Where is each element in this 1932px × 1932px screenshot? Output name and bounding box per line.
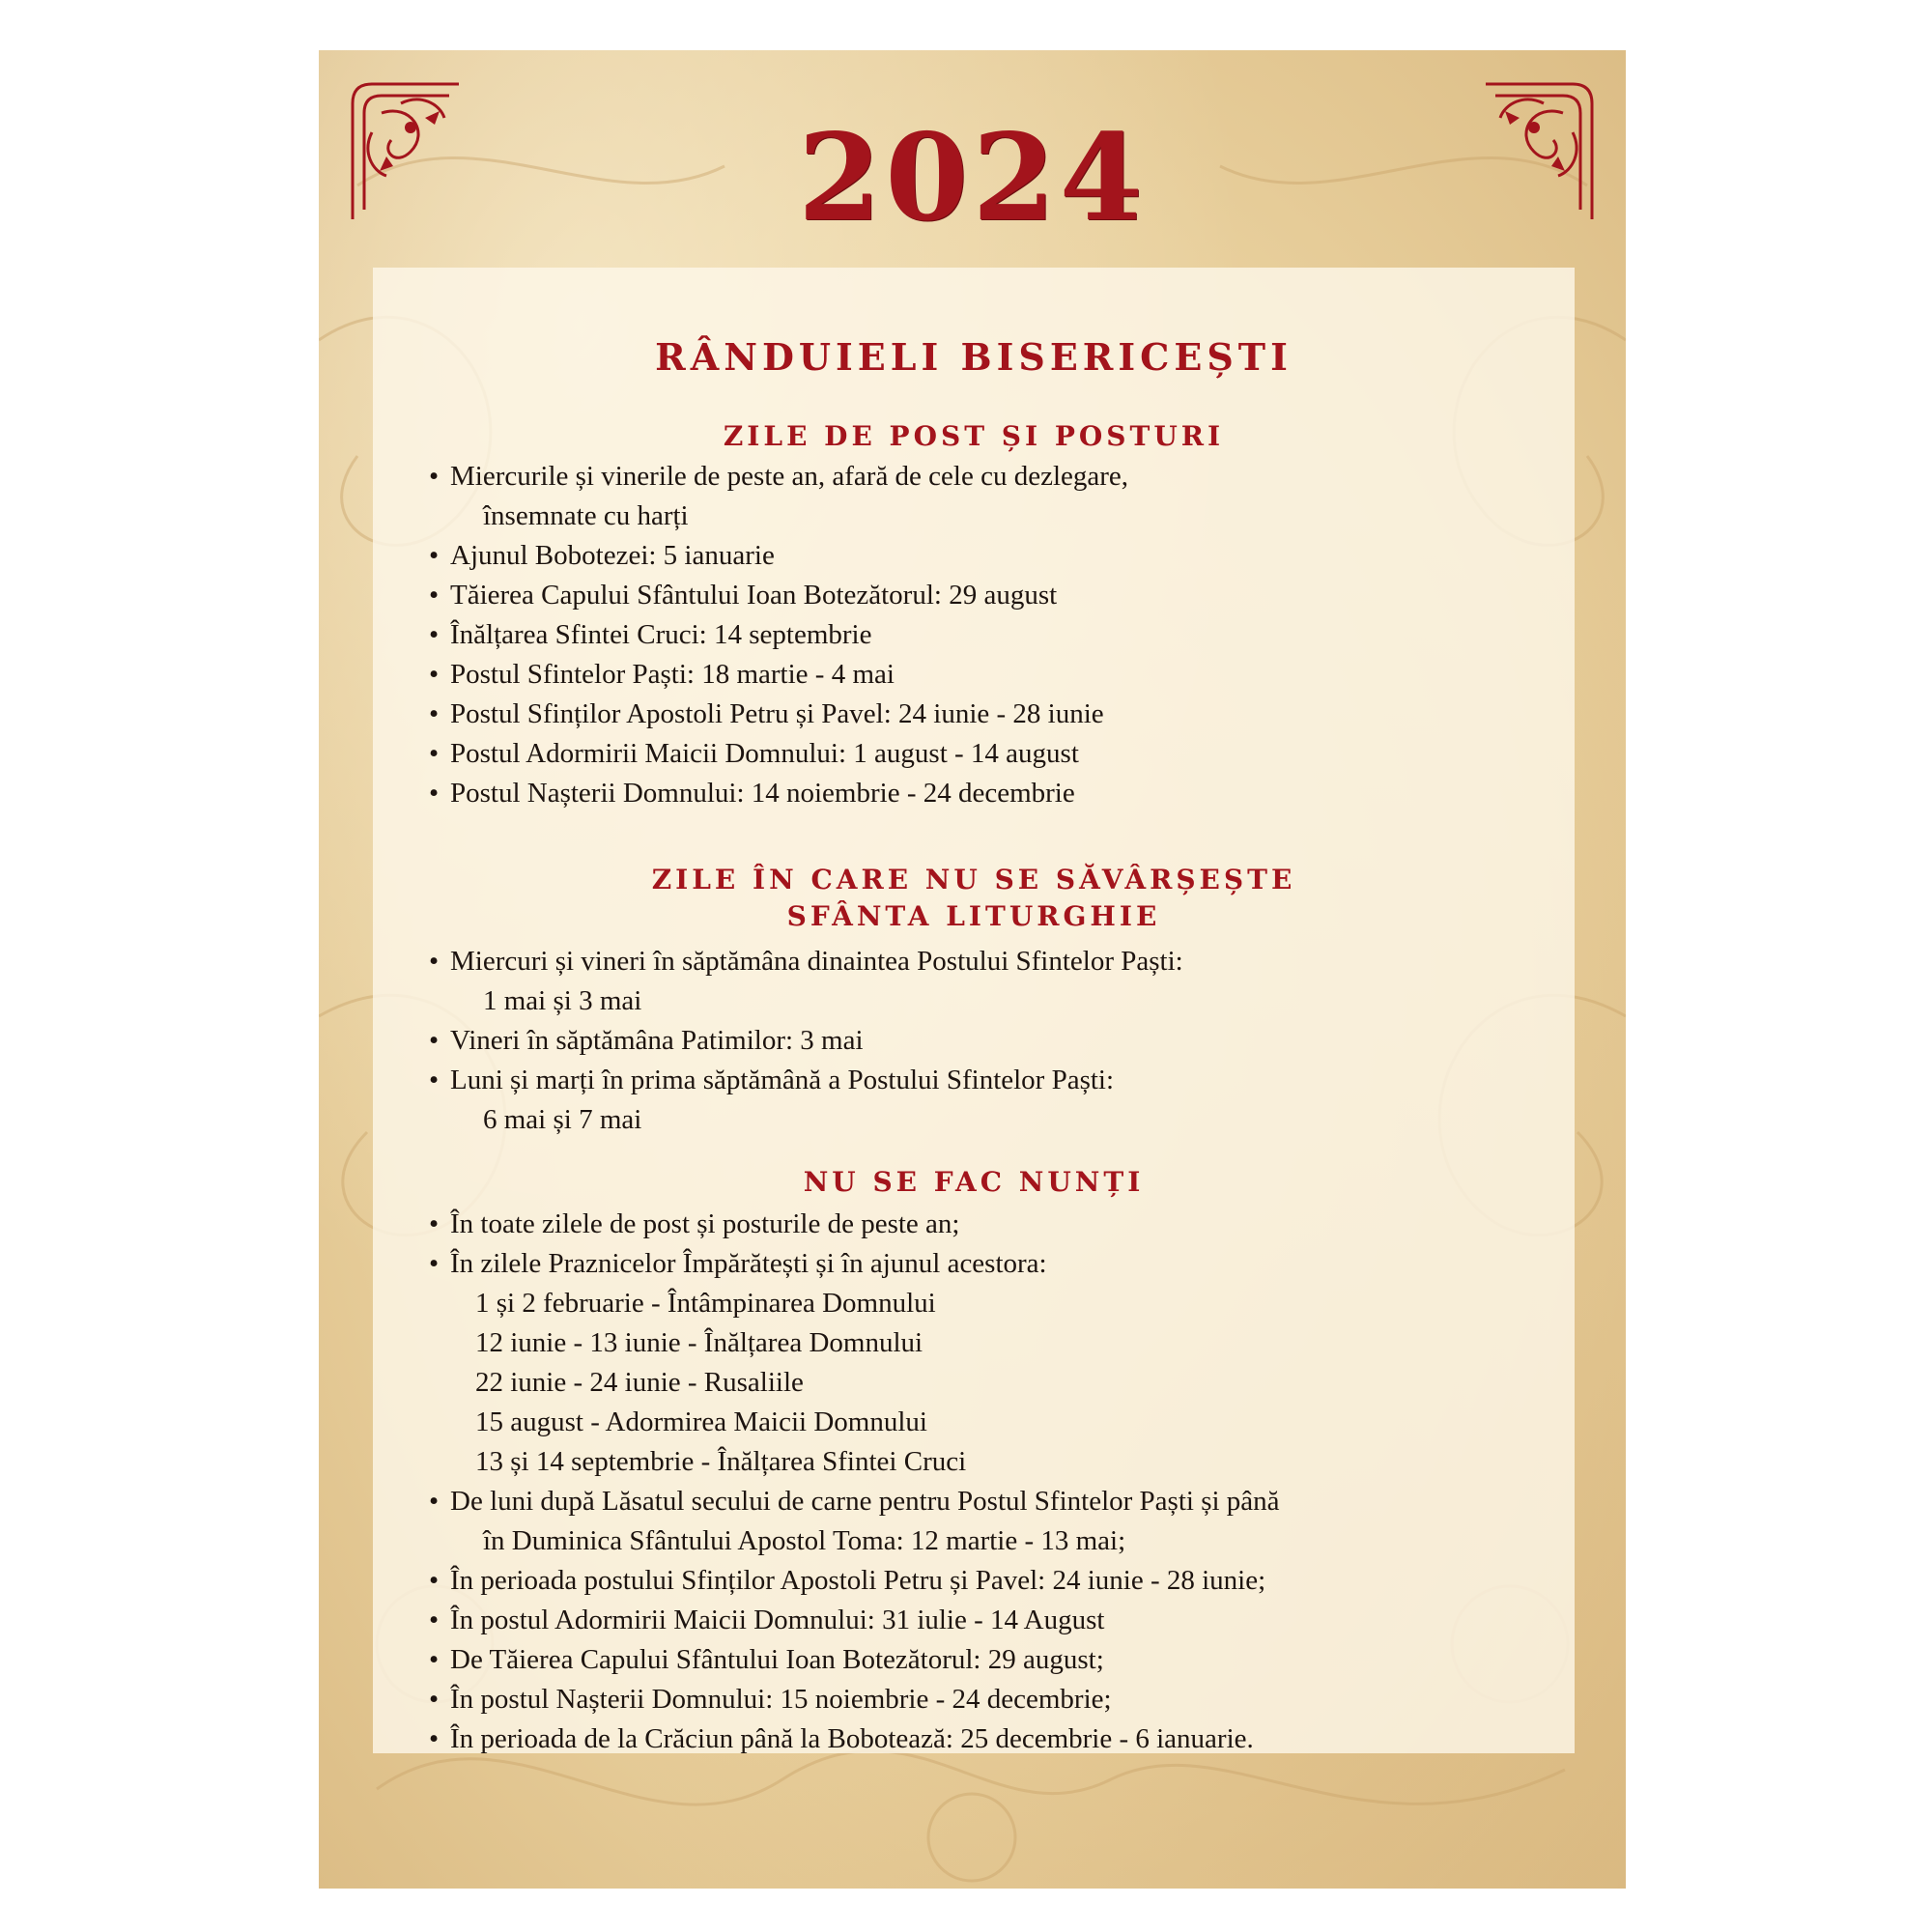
list-item: • Postul Adormirii Maicii Domnului: 1 august - 14 august [429,734,1128,774]
feast-date-item: 1 și 2 februarie - Întâmpinarea Domnului [475,1288,936,1319]
no-weddings-list [429,1205,1280,1759]
list-item: • În postul Nașterii Domnului: 15 noiembrie - 24 decembrie; [429,1680,1280,1719]
list-item: • În postul Adormirii Maicii Domnului: 31 iulie - 14 August [429,1601,1280,1640]
list-item: • Postul Sfintelor Paști: 18 martie - 4 mai [429,655,1128,695]
section-heading-fasting-days: ZILE DE POST ȘI POSTURI [723,420,1225,452]
main-title: RÂNDUIELI BISERICEȘTI [655,335,1293,379]
list-item: • Luni și marți în prima săptămână a Postului Sfintelor Paști: 6 mai și 7 mai [429,1061,1183,1140]
feast-date-item: 22 iunie - 24 iunie - Rusaliile [475,1367,804,1398]
year-title: 2024 [797,108,1148,248]
list-item: • În perioada postului Sfinților Apostoli Petru și Pavel: 24 iunie - 28 iunie; [429,1561,1280,1601]
list-item: • Înălțarea Sfintei Cruci: 14 septembrie [429,615,1128,655]
list-item: • În zilele Praznicelor Împărătești și în ajunul acestora: [429,1244,1280,1284]
section-heading-no-weddings: NU SE FAC NUNȚI [803,1166,1145,1198]
list-item: • În perioada de la Crăciun până la Bobotează: 25 decembrie - 6 ianuarie. [429,1719,1280,1759]
list-item: • Postul Nașterii Domnului: 14 noiembrie - 24 decembrie [429,774,1128,813]
fasting-days-list [429,457,1128,813]
list-item: • Miercuri și vineri în săptămâna dinaintea Postului Sfintelor Paști: 1 mai și 3 mai [429,942,1183,1021]
list-item: • În toate zilele de post și posturile de peste an; [429,1205,1280,1244]
list-item: • Postul Sfinților Apostoli Petru și Pavel: 24 iunie - 28 iunie [429,695,1128,734]
feast-date-item: 15 august - Adormirea Maicii Domnului [475,1406,927,1437]
feast-date-item: 12 iunie - 13 iunie - Înălțarea Domnului [475,1327,923,1358]
list-item: • Vineri în săptămâna Patimilor: 3 mai [429,1021,1183,1061]
section-heading-no-liturgy-line2: SFÂNTA LITURGHIE [786,900,1161,932]
list-item: • Tăierea Capului Sfântului Ioan Botezătorul: 29 august [429,576,1128,615]
no-liturgy-list [429,942,1183,1140]
list-item: • Miercurile și vinerile de peste an, afară de cele cu dezlegare, însemnate cu harți [429,457,1128,536]
feast-date-item: 13 și 14 septembrie - Înălțarea Sfintei Cruci [475,1446,967,1477]
list-item: • De luni după Lăsatul secului de carne pentru Postul Sfintelor Paști și până în Duminica Sfântului Apostol Toma: 12 martie - 13 mai; [429,1482,1280,1561]
list-item: • Ajunul Bobotezei: 5 ianuarie [429,536,1128,576]
section-heading-no-liturgy-line1: ZILE ÎN CARE NU SE SĂVÂRȘEȘTE [651,864,1296,895]
calendar-sheet [319,50,1626,1889]
list-item: • De Tăierea Capului Sfântului Ioan Botezătorul: 29 august; [429,1640,1280,1680]
content-panel [373,268,1575,1753]
